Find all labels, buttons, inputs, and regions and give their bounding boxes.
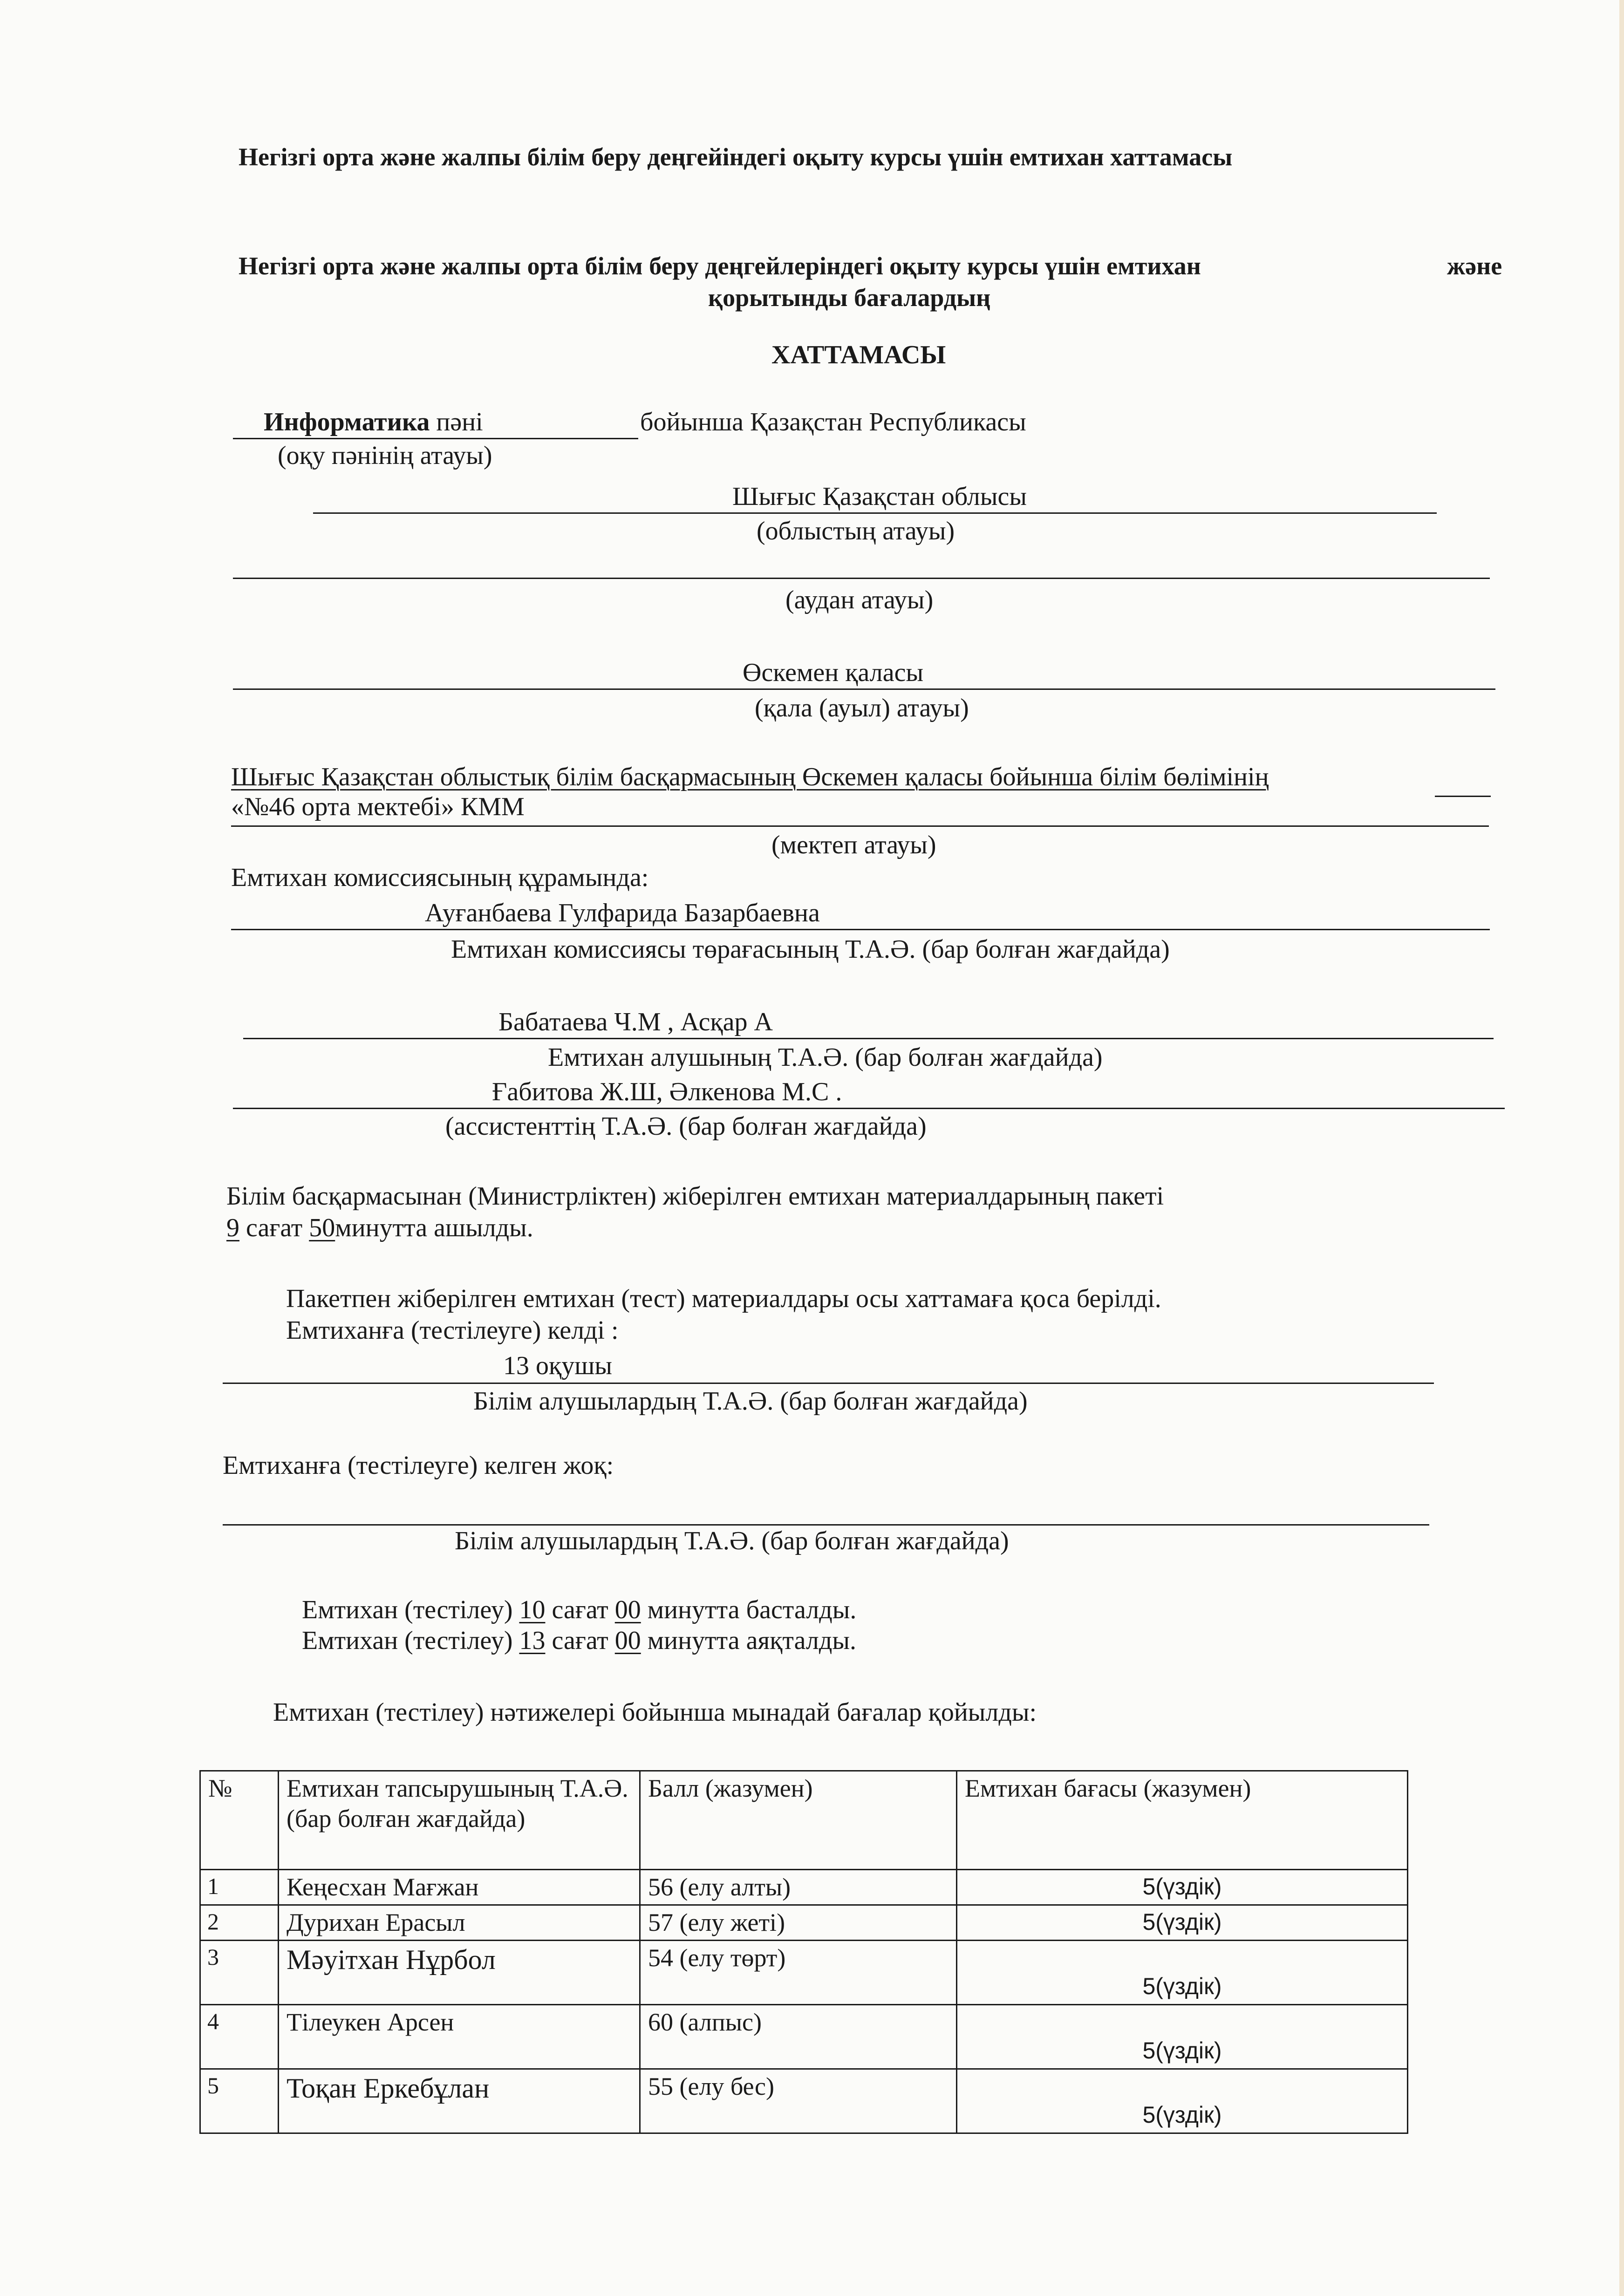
assistant-caption: (ассистенттің Т.А.Ә. (бар болған жағдайда) [445,1112,927,1141]
school-line2: «№46 орта мектебі» КММ [231,792,525,821]
attended-label: Емтиханға (тестілеуге) келді : [286,1316,619,1345]
exam-start-suffix: минутта басталды. [647,1595,857,1624]
subject-caption: (оқу пәнінің атауы) [278,441,492,470]
document-title: Негізгі орта және жалпы білім беру деңгейіндегі оқыту курсы үшін емтихан хаттамасы [239,143,1233,171]
row-grade: 5(үздік) [957,1940,1408,2004]
row-number: 4 [200,2004,279,2069]
row-grade: 5(үздік) [957,2069,1408,2133]
district-underline [233,578,1490,579]
subject-word: пәні [436,408,483,436]
row-name: Тоқан Еркебұлан [279,2069,640,2133]
package-hour-word: сағат [246,1213,303,1242]
grades-table [199,1770,1408,2134]
school-line1-underline-tail [1435,796,1491,797]
exam-end-hour-word: сағат [552,1626,608,1655]
exam-start-hour-word: сағат [552,1595,608,1624]
table-header-row [200,1771,1408,1870]
chair-name: Ауғанбаева Гулфарида Базарбаевна [425,899,820,927]
exam-end-prefix: Емтихан (тестілеу) [302,1626,513,1655]
row-name: Мәуітхан Нұрбол [279,1940,640,2004]
row-grade: 5(үздік) [957,1905,1408,1941]
city-value: Өскемен қаласы [743,658,924,687]
package-minute-word: минутта ашылды. [335,1213,533,1242]
table-row [200,2004,1408,2069]
exam-start [302,1595,856,1625]
row-name: Кеңесхан Мағжан [279,1870,640,1905]
package-line1: Білім басқармасынан (Министрліктен) жіберілген емтихан материалдарының пакеті [226,1182,1164,1211]
school-caption: (мектеп атауы) [771,831,936,859]
row-name: Тілеукен Арсен [279,2004,640,2069]
assistant-name: Ғабитова Ж.Ш, Әлкенова М.С . [492,1077,842,1106]
page-edge-shadow [1619,0,1624,2296]
protocol-heading: ХАТТАМАСЫ [771,341,946,369]
commission-label: Емтихан комиссиясының құрамында: [231,863,649,892]
header-score: Балл (жазумен) [640,1771,957,1870]
exam-end [302,1626,856,1656]
header-name: Емтихан тапсырушының Т.А.Ә. (бар болған жағдайда) [279,1771,640,1870]
document-subtitle-line1-end: және [1447,252,1502,280]
school-line1: Шығыс Қазақстан облыстық білім басқармасының Өскемен қаласы бойынша білім бөлімінің [231,763,1269,791]
row-grade: 5(үздік) [957,2004,1408,2069]
package-line2 [226,1213,533,1243]
row-score: 56 (елу алты) [640,1870,957,1905]
package-minute: 50 [309,1213,335,1242]
exam-start-hour: 10 [519,1595,546,1624]
row-number: 1 [200,1870,279,1905]
district-caption: (аудан атауы) [785,586,934,614]
absent-label: Емтиханға (тестілеуге) келген жоқ: [223,1451,614,1480]
region-underline [313,512,1437,514]
table-row [200,1940,1408,2004]
row-score: 54 (елу төрт) [640,1940,957,2004]
subject-suffix: бойынша Қазақстан Республикасы [640,408,1026,436]
chair-underline [231,929,1490,930]
school-underline [231,825,1489,827]
exam-start-minute: 00 [614,1595,641,1624]
row-name: Дурихан Ерасыл [279,1905,640,1941]
attached-statement: Пакетпен жіберілген емтихан (тест) материалдары осы хаттамаға қоса берілді. [286,1284,1161,1313]
table-row [200,1905,1408,1941]
region-caption: (облыстың атауы) [757,517,955,545]
assistant-underline [233,1108,1505,1109]
exam-end-minute: 00 [614,1626,641,1655]
examiner-underline [243,1038,1494,1039]
city-underline [233,688,1495,690]
row-score: 60 (алпыс) [640,2004,957,2069]
exam-start-prefix: Емтихан (тестілеу) [302,1595,513,1624]
attended-value: 13 оқушы [503,1351,612,1380]
row-number: 2 [200,1905,279,1941]
row-grade: 5(үздік) [957,1870,1408,1905]
document-subtitle-line2: қорытынды бағалардың [708,284,991,312]
header-number: № [200,1771,279,1870]
row-score: 57 (елу жеті) [640,1905,957,1941]
exam-end-hour: 13 [519,1626,546,1655]
row-number: 3 [200,1940,279,2004]
row-number: 5 [200,2069,279,2133]
header-grade: Емтихан бағасы (жазумен) [957,1771,1408,1870]
document-subtitle-line1: Негізгі орта және жалпы орта білім беру деңгейлеріндегі оқыту курсы үшін емтихан [239,252,1201,280]
table-row [200,1870,1408,1905]
row-score: 55 (елу бес) [640,2069,957,2133]
examiner-name: Бабатаева Ч.М , Асқар А [498,1008,773,1036]
city-caption: (қала (ауыл) атауы) [755,694,969,722]
chair-caption: Емтихан комиссиясы төрағасының Т.А.Ә. (бар болған жағдайда) [451,935,1170,964]
subject-underline [233,438,638,439]
subject-field [264,407,483,437]
exam-end-suffix: минутта аяқталды. [647,1626,856,1655]
attended-underline [223,1383,1434,1384]
subject-name: Информатика [264,408,430,436]
package-hour: 9 [226,1213,239,1242]
table-row [200,2069,1408,2133]
attended-caption: Білім алушылардың Т.А.Ә. (бар болған жағдайда) [473,1387,1028,1416]
examiner-caption: Емтихан алушының Т.А.Ә. (бар болған жағдайда) [548,1043,1103,1072]
region-value: Шығыс Қазақстан облысы [732,482,1027,511]
absent-caption: Білім алушылардың Т.А.Ә. (бар болған жағдайда) [455,1526,1009,1555]
absent-underline [223,1524,1429,1526]
results-intro: Емтихан (тестілеу) нәтижелері бойынша мынадай бағалар қойылды: [273,1698,1037,1727]
